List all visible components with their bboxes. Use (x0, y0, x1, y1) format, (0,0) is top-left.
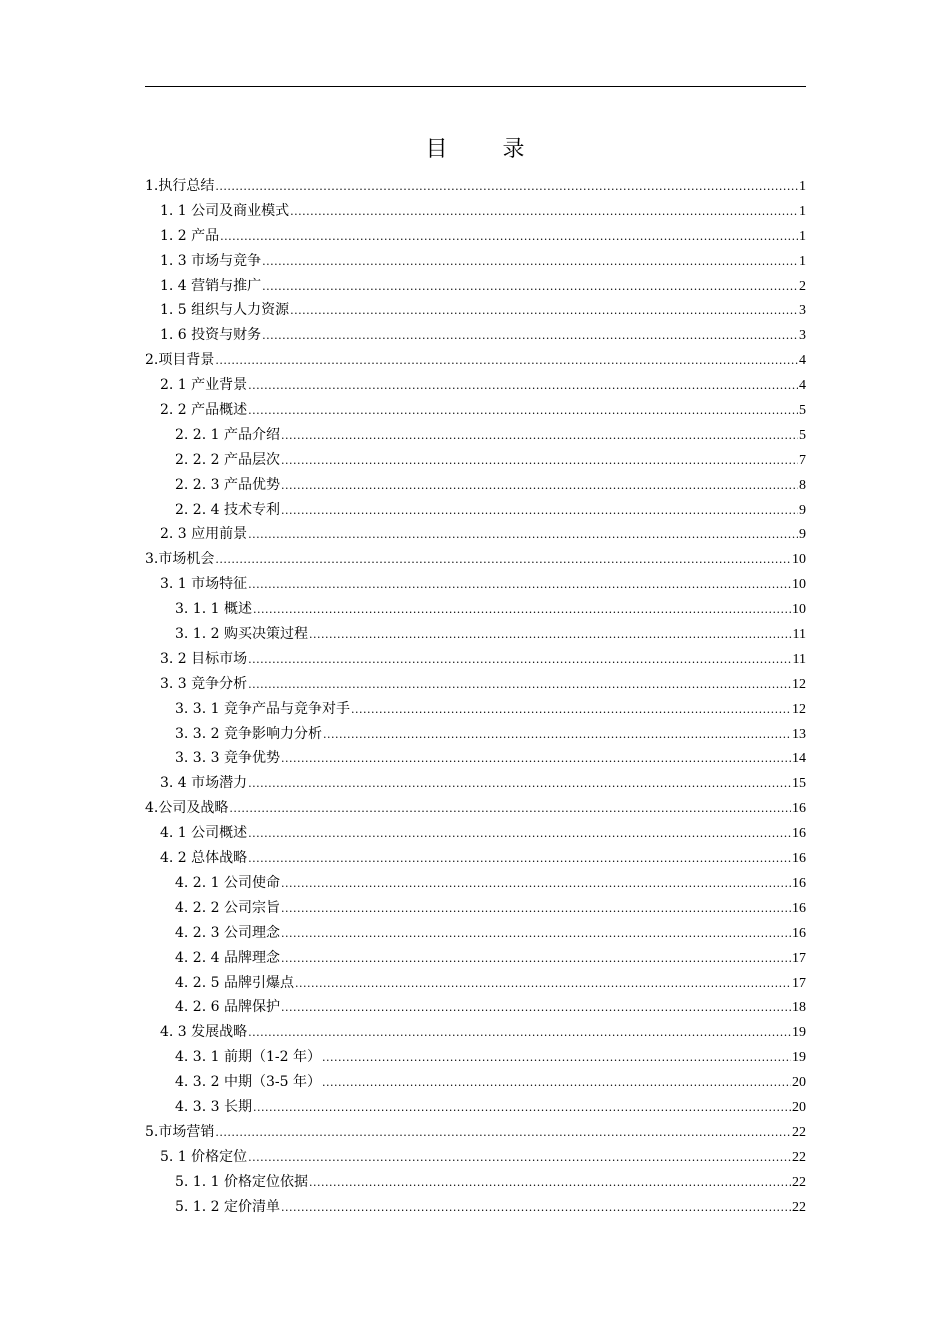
toc-entry-label: 2.项目背景 (145, 352, 215, 369)
toc-entry-label: 2. 2. 2 产品层次 (175, 451, 280, 468)
toc-leader-dots (281, 474, 798, 499)
toc-entry-label: 1. 6 投资与财务 (160, 327, 262, 344)
toc-entry-page: 3 (799, 328, 806, 344)
toc-entry-page: 11 (792, 627, 806, 643)
toc-entry-page: 11 (792, 651, 806, 667)
toc-entry[interactable] (145, 722, 806, 747)
toc-leader-dots (248, 573, 791, 598)
toc-entry-page: 2 (799, 278, 806, 294)
toc-leader-dots (322, 1071, 791, 1096)
toc-entry[interactable] (145, 423, 806, 448)
toc-entry[interactable] (145, 1145, 806, 1170)
toc-entry-page: 16 (792, 925, 806, 941)
toc-leader-dots (281, 1196, 791, 1221)
toc-entry-label: 1. 2 产品 (160, 227, 220, 244)
toc-entry-label: 4. 2. 6 品牌保护 (175, 999, 280, 1016)
toc-entry-page: 8 (799, 477, 806, 493)
toc-entry-label: 3. 4 市场潜力 (160, 775, 248, 792)
table-of-contents (145, 174, 806, 1219)
toc-entry-page: 9 (799, 502, 806, 518)
toc-entry-page: 4 (799, 353, 806, 369)
toc-entry-label: 3. 1 市场特征 (160, 576, 248, 593)
toc-entry-label: 2. 2. 1 产品介绍 (175, 426, 280, 443)
toc-entry-label: 4. 1 公司概述 (160, 825, 248, 842)
toc-leader-dots (248, 1021, 791, 1046)
toc-entry[interactable] (145, 622, 806, 647)
toc-leader-dots (290, 200, 798, 225)
toc-entry-page: 4 (799, 378, 806, 394)
toc-entry[interactable] (145, 1070, 806, 1095)
toc-entry-page: 12 (792, 676, 806, 692)
toc-leader-dots (281, 747, 791, 772)
toc-leader-dots (220, 225, 798, 250)
toc-entry-page: 17 (792, 975, 806, 991)
toc-entry[interactable] (145, 498, 806, 523)
toc-leader-dots (351, 698, 791, 723)
toc-entry[interactable] (145, 1020, 806, 1045)
toc-entry-page: 7 (799, 452, 806, 468)
toc-leader-dots (229, 797, 791, 822)
toc-entry[interactable] (145, 871, 806, 896)
toc-leader-dots (248, 847, 791, 872)
toc-entry[interactable] (145, 597, 806, 622)
toc-leader-dots (248, 822, 791, 847)
toc-entry[interactable] (145, 323, 806, 348)
toc-entry-page: 16 (792, 875, 806, 891)
toc-entry-label: 4. 3. 1 前期（1-2 年） (175, 1049, 321, 1066)
toc-entry-label: 3. 3. 1 竞争产品与竞争对手 (175, 700, 350, 717)
toc-entry-page: 10 (792, 552, 806, 568)
toc-leader-dots (281, 499, 798, 524)
toc-entry-label: 1.执行总结 (145, 178, 215, 194)
toc-leader-dots (281, 897, 791, 922)
toc-entry[interactable] (145, 1095, 806, 1120)
toc-entry[interactable] (145, 249, 806, 274)
toc-entry-page: 1 (799, 179, 806, 194)
toc-entry-label: 1. 3 市场与竞争 (160, 252, 262, 269)
toc-entry-label: 5. 1. 2 定价清单 (175, 1198, 280, 1215)
toc-entry[interactable] (145, 572, 806, 597)
toc-entry-page: 16 (792, 900, 806, 916)
toc-leader-dots (281, 996, 791, 1021)
toc-entry-page: 9 (799, 527, 806, 543)
toc-entry[interactable] (145, 647, 806, 672)
toc-entry-label: 4. 2 总体战略 (160, 850, 248, 867)
toc-entry-page: 1 (799, 253, 806, 269)
toc-leader-dots (253, 1096, 791, 1121)
toc-entry-label: 5. 1. 1 价格定位依据 (175, 1173, 308, 1190)
toc-entry-page: 3 (799, 303, 806, 319)
toc-entry-page: 15 (792, 776, 806, 792)
toc-entry-label: 2. 2. 4 技术专利 (175, 501, 280, 518)
toc-entry[interactable] (145, 199, 806, 224)
toc-leader-dots (248, 648, 791, 673)
toc-entry-label: 3. 3. 2 竞争影响力分析 (175, 725, 322, 742)
toc-leader-dots (281, 449, 798, 474)
toc-entry-page: 16 (792, 826, 806, 842)
toc-entry[interactable] (145, 896, 806, 921)
header-rule (145, 86, 806, 87)
toc-entry-label: 4.公司及战略 (145, 800, 229, 817)
toc-entry-label: 5. 1 价格定位 (160, 1148, 248, 1165)
toc-entry-label: 4. 2. 2 公司宗旨 (175, 899, 280, 916)
toc-entry-label: 3. 1. 2 购买决策过程 (175, 626, 308, 643)
toc-entry-label: 4. 2. 3 公司理念 (175, 924, 280, 941)
toc-entry-page: 1 (799, 203, 806, 219)
toc-entry[interactable] (145, 398, 806, 423)
toc-leader-dots (309, 1171, 791, 1196)
toc-leader-dots (262, 275, 798, 300)
toc-leader-dots (322, 1046, 791, 1071)
toc-entry-label: 2. 2 产品概述 (160, 402, 248, 419)
toc-entry-label: 4. 3. 2 中期（3-5 年） (175, 1074, 321, 1091)
toc-entry[interactable] (145, 473, 806, 498)
toc-leader-dots (309, 623, 792, 648)
toc-leader-dots (215, 349, 798, 374)
toc-entry[interactable] (145, 448, 806, 473)
toc-entry[interactable] (145, 697, 806, 722)
toc-entry-label: 3. 3. 3 竞争优势 (175, 750, 280, 767)
toc-entry-label: 4. 2. 4 品牌理念 (175, 949, 280, 966)
toc-entry[interactable] (145, 796, 806, 821)
toc-entry-label: 2. 2. 3 产品优势 (175, 476, 280, 493)
toc-entry-page: 22 (792, 1149, 806, 1165)
toc-entry[interactable] (145, 373, 806, 398)
toc-leader-dots (281, 922, 791, 947)
toc-entry[interactable] (145, 821, 806, 846)
toc-entry[interactable] (145, 1120, 806, 1145)
toc-leader-dots (281, 872, 791, 897)
toc-leader-dots (295, 972, 791, 997)
toc-entry[interactable] (145, 746, 806, 771)
toc-entry-page: 16 (792, 801, 806, 817)
toc-leader-dots (215, 175, 798, 200)
toc-entry-page: 17 (792, 950, 806, 966)
toc-entry-label: 3. 2 目标市场 (160, 650, 248, 667)
toc-entry-page: 16 (792, 851, 806, 867)
toc-entry[interactable] (145, 846, 806, 871)
toc-entry-page: 10 (792, 602, 806, 618)
toc-leader-dots (281, 424, 798, 449)
toc-entry-label: 4. 2. 5 品牌引爆点 (175, 974, 294, 991)
toc-leader-dots (248, 1146, 791, 1171)
toc-leader-dots (248, 673, 791, 698)
toc-entry[interactable] (145, 274, 806, 299)
toc-entry-page: 19 (792, 1025, 806, 1041)
toc-entry[interactable] (145, 174, 806, 199)
toc-entry-page: 22 (792, 1124, 806, 1140)
toc-entry-page: 20 (792, 1099, 806, 1115)
toc-leader-dots (323, 723, 791, 748)
toc-entry[interactable] (145, 1045, 806, 1070)
toc-entry-label: 3.市场机会 (145, 551, 215, 568)
toc-entry-page: 5 (799, 427, 806, 443)
toc-entry-label: 4. 2. 1 公司使命 (175, 874, 280, 891)
toc-entry-label: 2. 1 产业背景 (160, 377, 248, 394)
toc-entry[interactable] (145, 224, 806, 249)
toc-entry-page: 10 (792, 577, 806, 593)
toc-entry[interactable] (145, 946, 806, 971)
toc-entry-page: 22 (792, 1199, 806, 1215)
toc-entry[interactable] (145, 672, 806, 697)
toc-entry-page: 18 (792, 1000, 806, 1016)
toc-entry[interactable] (145, 298, 806, 323)
toc-entry-page: 14 (792, 751, 806, 767)
toc-leader-dots (262, 250, 798, 275)
toc-entry[interactable] (145, 1170, 806, 1195)
toc-title: 目 录 (425, 137, 549, 162)
toc-entry-page: 19 (792, 1050, 806, 1066)
toc-entry[interactable] (145, 547, 806, 572)
toc-entry[interactable] (145, 771, 806, 796)
toc-leader-dots (248, 523, 798, 548)
toc-leader-dots (281, 947, 791, 972)
toc-entry[interactable] (145, 995, 806, 1020)
toc-leader-dots (248, 399, 798, 424)
toc-entry-page: 12 (792, 701, 806, 717)
toc-entry-label: 3. 3 竞争分析 (160, 675, 248, 692)
toc-leader-dots (262, 324, 798, 349)
toc-entry-page: 5 (799, 403, 806, 419)
toc-leader-dots (290, 299, 798, 324)
toc-entry-page: 13 (792, 726, 806, 742)
toc-entry[interactable] (145, 348, 806, 373)
toc-entry[interactable] (145, 921, 806, 946)
toc-entry-label: 4. 3 发展战略 (160, 1024, 248, 1041)
toc-entry-label: 3. 1. 1 概述 (175, 601, 252, 618)
toc-entry-page: 22 (792, 1174, 806, 1190)
toc-entry-page: 1 (799, 228, 806, 244)
toc-entry[interactable] (145, 1195, 806, 1220)
toc-entry-label: 4. 3. 3 长期 (175, 1098, 252, 1115)
toc-entry-label: 1. 1 公司及商业模式 (160, 202, 290, 219)
toc-entry-page: 20 (792, 1075, 806, 1091)
toc-leader-dots (248, 772, 791, 797)
toc-leader-dots (253, 598, 791, 623)
toc-entry-label: 1. 5 组织与人力资源 (160, 302, 290, 319)
toc-leader-dots (248, 374, 798, 399)
toc-entry-label: 1. 4 营销与推广 (160, 277, 262, 294)
toc-entry[interactable] (145, 522, 806, 547)
toc-entry-label: 2. 3 应用前景 (160, 526, 248, 543)
toc-entry-label: 5.市场营销 (145, 1123, 215, 1140)
toc-entry[interactable] (145, 971, 806, 996)
toc-leader-dots (215, 548, 791, 573)
toc-leader-dots (215, 1121, 791, 1146)
